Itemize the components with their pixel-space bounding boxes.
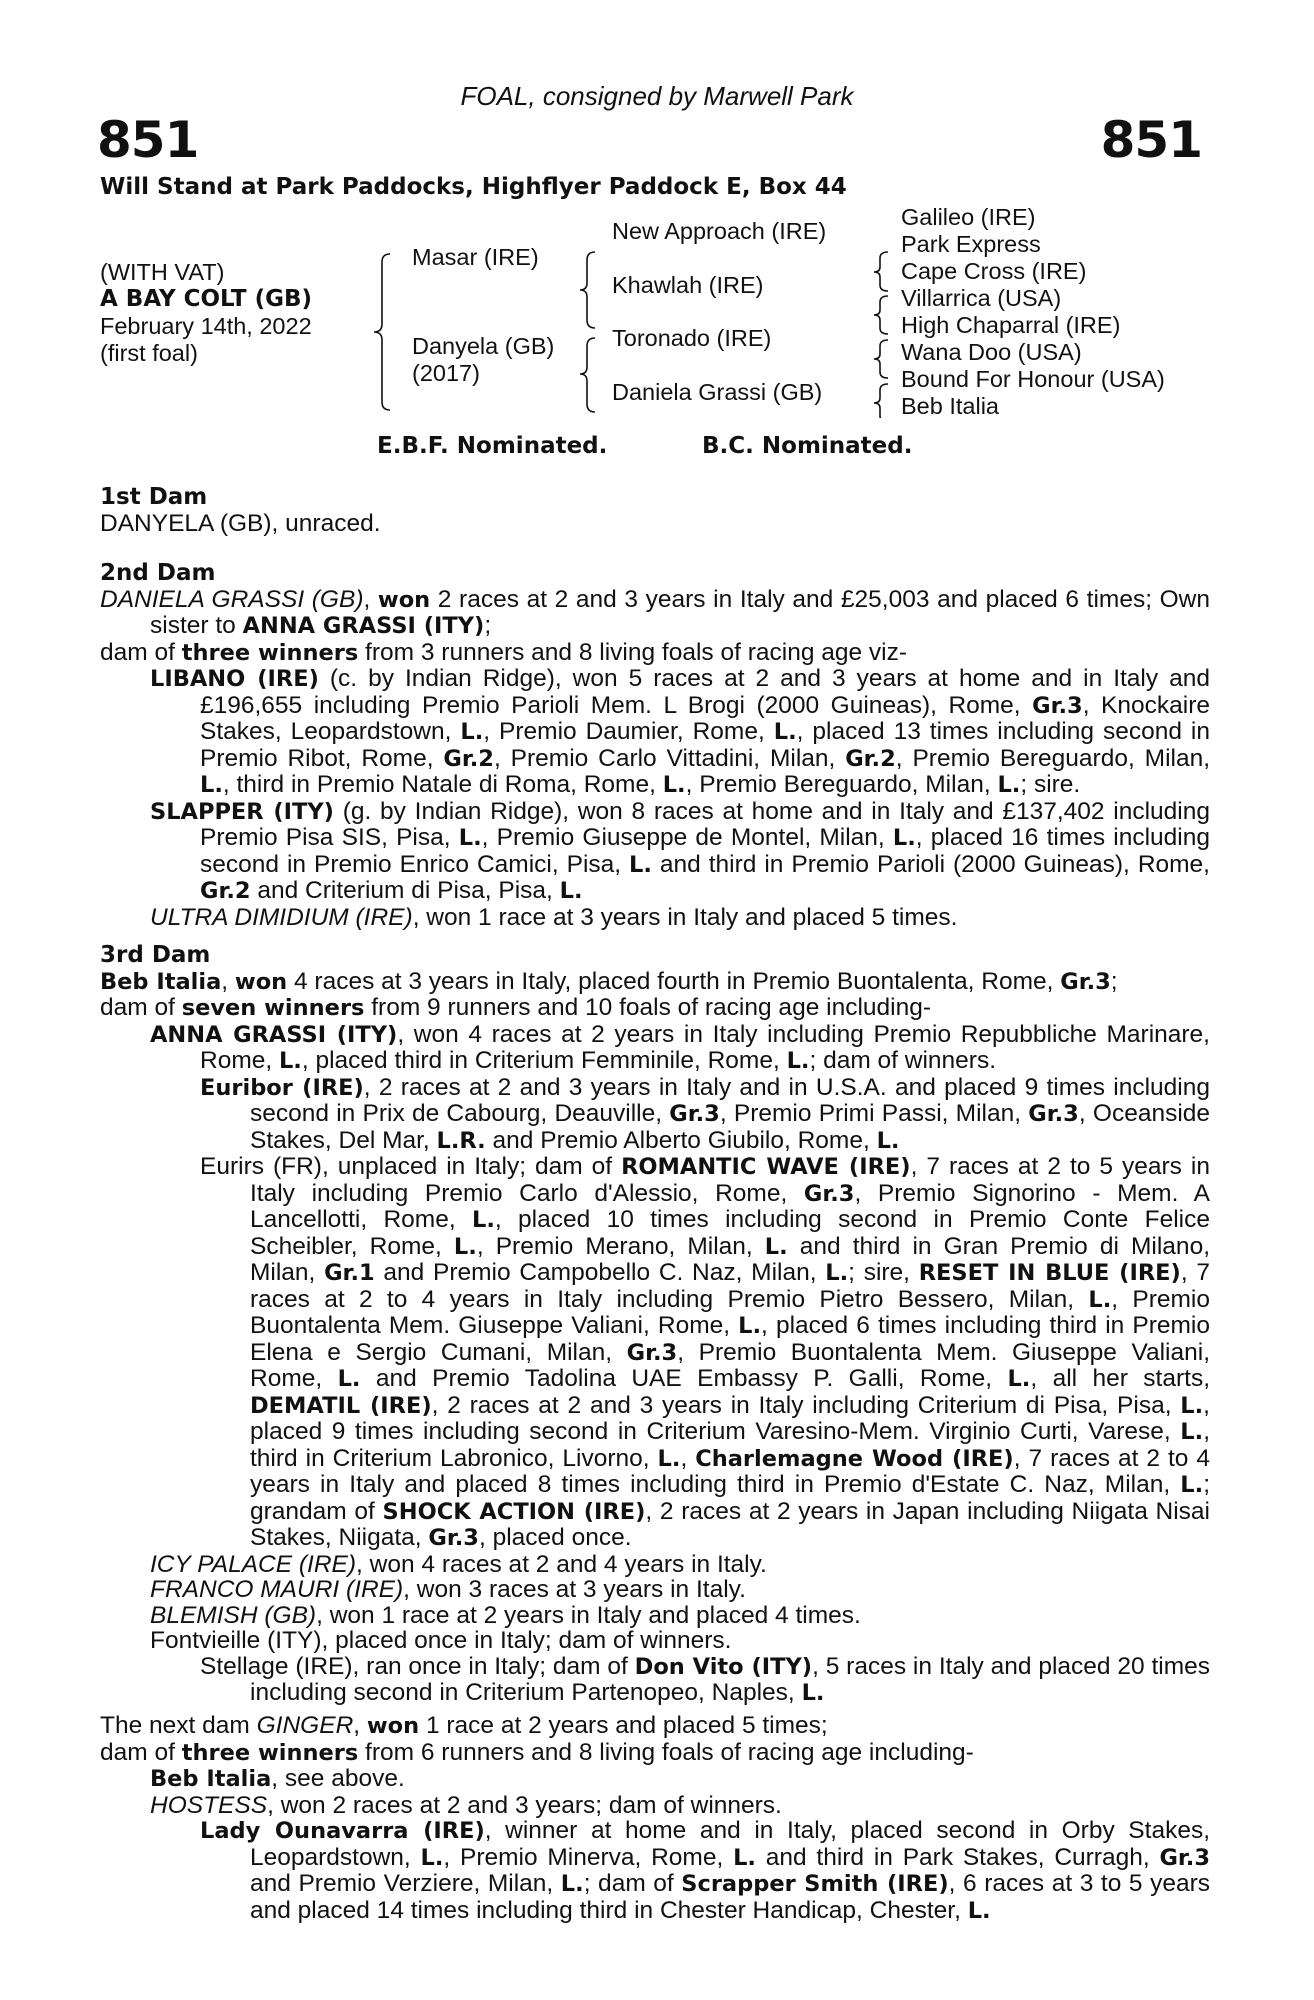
ancestor-cape-cross: Cape Cross (IRE) <box>901 258 1087 284</box>
ebf-nominated: E.B.F. Nominated. <box>377 433 608 459</box>
produce-blemish: BLEMISH (GB), won 1 race at 2 years in Italy and placed 4 times. <box>150 1601 861 1629</box>
ancestor-villarrica: Villarrica (USA) <box>901 285 1062 311</box>
sire-dam: Khawlah (IRE) <box>612 272 764 298</box>
third-dam-record: Beb Italia, won 4 races at 3 years in Italy, placed fourth in Premio Buontalenta, Rome, Gr.3; <box>100 967 1118 995</box>
produce-icy-palace: ICY PALACE (IRE), won 4 races at 2 and 4 years in Italy. <box>150 1550 767 1578</box>
sire-sire: New Approach (IRE) <box>612 218 827 244</box>
subject-block <box>100 259 312 367</box>
produce-slapper: SLAPPER (ITY) (g. by Indian Ridge), won 8 races at home and in Italy and £137,402 including Premio Pisa SIS, Pisa, L., Premio Giuseppe de Montel, Milan, L., placed 16 times including second in Premio Enrico Camici, Pisa, L. and third in Premio Parioli (2000 Guineas), Rome, Gr.2 and Criterium di Pisa, Pisa, L. <box>150 797 1210 904</box>
foal-note: (first foal) <box>100 340 198 366</box>
produce-hostess: HOSTESS, won 2 races at 2 and 3 years; dam of winners. <box>150 1791 782 1819</box>
lot-number-right: 851 <box>1100 111 1202 169</box>
lot-number-left: 851 <box>97 111 199 169</box>
second-dam-heading: 2nd Dam <box>100 560 216 586</box>
consignor-line: FOAL, consigned by Marwell Park <box>460 81 854 111</box>
dam-dam: Daniela Grassi (GB) <box>612 379 823 405</box>
dam-year: (2017) <box>412 360 480 386</box>
dam-sire: Toronado (IRE) <box>612 325 772 351</box>
produce-anna-grassi: ANNA GRASSI (ITY), won 4 races at 2 years in Italy including Premio Repubbliche Marinare, Rome, L., placed third in Criterium Femminile, Rome, L.; dam of winners. <box>150 1020 1210 1074</box>
produce-beb-italia: Beb Italia, see above. <box>150 1765 405 1792</box>
vat-note: (WITH VAT) <box>100 259 225 285</box>
subject-name: A BAY COLT (GB) <box>100 286 313 312</box>
next-dam-section <box>100 1713 1210 1924</box>
first-dam-section <box>100 485 1210 536</box>
produce-euribor: Euribor (IRE), 2 races at 2 and 3 years in Italy and in U.S.A. and placed 9 times including second in Prix de Cabourg, Deauville, Gr.3, Premio Primi Passi, Milan, Gr.3, Oceanside Stakes, Del Mar, L.R. and Premio Alberto Giubilo, Rome, L. <box>200 1073 1211 1154</box>
dam-name: Danyela (GB) <box>412 333 555 359</box>
first-dam-text: DANYELA (GB), unraced. <box>100 509 381 537</box>
produce-ultra-dimidium: ULTRA DIMIDIUM (IRE), won 1 race at 3 years in Italy and placed 5 times. <box>150 903 958 931</box>
bracket-g2 <box>874 296 888 334</box>
second-dam-record: DANIELA GRASSI (GB), won 2 races at 2 and 3 years in Italy and £25,003 and placed 6 times; Own sister to ANNA GRASSI (ITY); <box>100 585 1211 639</box>
ancestor-beb-italia: Beb Italia <box>901 393 999 419</box>
foaling-date: February 14th, 2022 <box>100 313 312 339</box>
ancestor-wana-doo: Wana Doo (USA) <box>901 339 1082 365</box>
second-dam-section <box>100 561 1210 930</box>
produce-eurirs: Eurirs (FR), unplaced in Italy; dam of ROMANTIC WAVE (IRE), 7 races at 2 to 5 years in Italy including Premio Carlo d'Alessio, Rome, Gr.3, Premio Signorino - Mem. A Lancellotti, Rome, L., placed 10 times including second in Premio Conte Felice Scheibler, Rome, L., Premio Merano, Milan, L. and third in Gran Premio di Milano, Milan, Gr.1 and Premio Campobello C. Naz, Milan, L.; sire, RESET IN BLUE (IRE), 7 races at 2 to 4 years in Italy including Premio Pietro Bessero, Milan, L., Premio Buontalenta Mem. Giuseppe Valiani, Rome, L., placed 6 times including third in Premio Elena e Sergio Cumani, Milan, Gr.3, Premio Buontalenta Mem. Giuseppe Valiani, Rome, L. and Premio Tadolina UAE Embassy P. Galli, Rome, L., all her starts, DEMATIL (IRE), 2 races at 2 and 3 years in Italy including Criterium di Pisa, Pisa, L., placed 9 times including second in Criterium Varesino-Mem. Virginio Curti, Varese, L., third in Criterium Labronico, Livorno, L., Charlemagne Wood (IRE), 7 races at 2 to 4 years in Italy and placed 8 times including third in Premio d'Estate C. Naz, Milan, L.; grandam of SHOCK ACTION (IRE), 2 races at 2 years in Japan including Niigata Nisai Stakes, Niigata, Gr.3, placed once. <box>200 1153 1211 1551</box>
produce-stellage: Stellage (IRE), ran once in Italy; dam of Don Vito (ITY), 5 races in Italy and placed 20 times including second in Criterium Partenopeo, Naples, L. <box>200 1652 1210 1706</box>
ancestor-park-express: Park Express <box>901 231 1041 257</box>
second-dam-produce-summary: dam of three winners from 3 runners and 8 living foals of racing age viz- <box>100 638 908 666</box>
bracket-sire-dam <box>374 254 390 410</box>
next-dam-produce-summary: dam of three winners from 6 runners and 8 living foals of racing age including- <box>100 1738 974 1766</box>
third-dam-section <box>100 943 1210 1707</box>
bracket-g4 <box>874 384 888 418</box>
produce-libano: LIBANO (IRE) (c. by Indian Ridge), won 5 races at 2 and 3 years at home and in Italy and £196,655 including Premio Parioli Mem. L Brogi (2000 Guineas), Rome, Gr.3, Knockaire Stakes, Leopardstown, L., Premio Daumier, Rome, L., placed 13 times including second in Premio Ribot, Rome, Gr.2, Premio Carlo Vittadini, Milan, Gr.2, Premio Bereguardo, Milan, L., third in Premio Natale di Roma, Rome, L., Premio Bereguardo, Milan, L.; sire. <box>150 665 1211 798</box>
bracket-dam-line <box>580 338 595 412</box>
produce-lady-ounavarra: Lady Ounavarra (IRE), winner at home and in Italy, placed second in Orby Stakes, Leopardstown, L., Premio Minerva, Rome, L. and third in Park Stakes, Curragh, Gr.3 and Premio Verziere, Milan, L.; dam of Scrapper Smith (IRE), 6 races at 3 to 5 years and placed 14 times including third in Chester Handicap, Chester, L. <box>200 1817 1210 1924</box>
bc-nominated: B.C. Nominated. <box>702 433 913 459</box>
sire-name: Masar (IRE) <box>412 244 539 270</box>
stand-location: Will Stand at Park Paddocks, Highflyer Paddock E, Box 44 <box>100 174 847 200</box>
produce-franco-mauri: FRANCO MAURI (IRE), won 3 races at 3 years in Italy. <box>150 1576 746 1603</box>
bracket-sire-line <box>580 252 595 328</box>
ancestor-bound-for-honour: Bound For Honour (USA) <box>901 366 1165 392</box>
third-dam-produce-summary: dam of seven winners from 9 runners and 10 foals of racing age including- <box>100 994 931 1021</box>
produce-fontvieille: Fontvieille (ITY), placed once in Italy; dam of winners. <box>150 1627 732 1654</box>
first-dam-heading: 1st Dam <box>100 484 208 510</box>
bracket-g1 <box>874 252 888 291</box>
ancestor-galileo: Galileo (IRE) <box>901 204 1036 230</box>
ancestor-high-chaparral: High Chaparral (IRE) <box>901 312 1121 338</box>
next-dam-record: The next dam GINGER, won 1 race at 2 years and placed 5 times; <box>100 1712 828 1739</box>
bracket-g3 <box>874 340 888 378</box>
third-dam-heading: 3rd Dam <box>100 942 211 968</box>
